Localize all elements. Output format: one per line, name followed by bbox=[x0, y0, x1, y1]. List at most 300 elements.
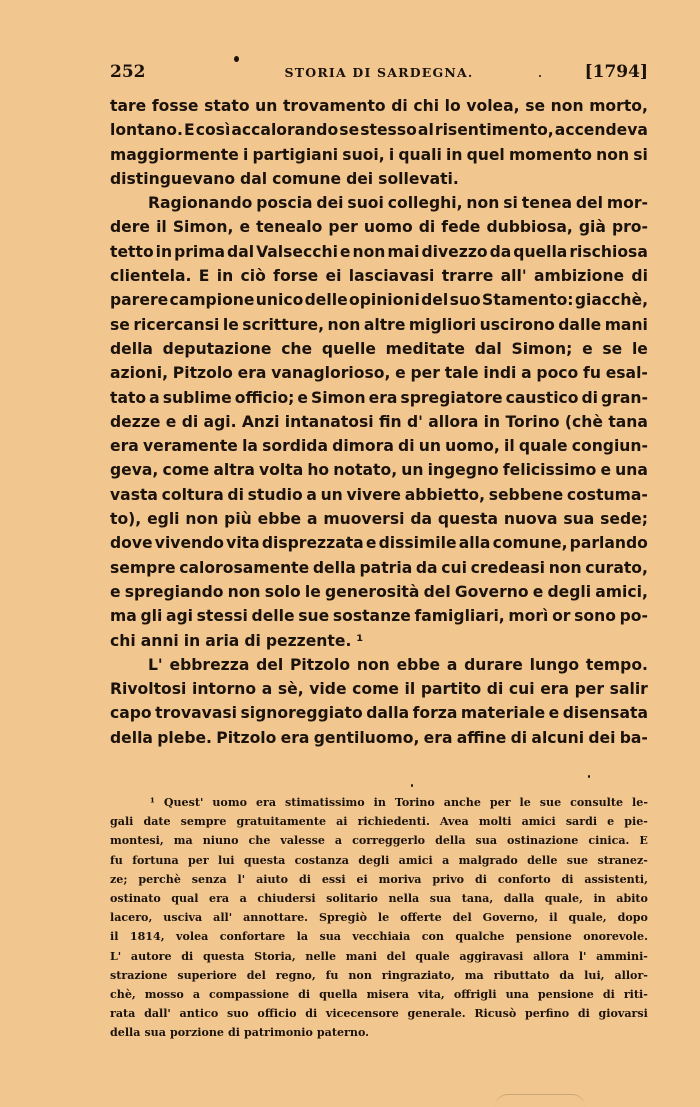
word: stesso bbox=[360, 121, 417, 140]
word: conforto bbox=[497, 872, 551, 886]
word: pezzente. bbox=[265, 631, 352, 650]
word: allora bbox=[428, 412, 479, 431]
word: Rivoltosi bbox=[110, 680, 187, 699]
word: e bbox=[395, 364, 406, 383]
word: vasta bbox=[110, 485, 158, 504]
word: forse bbox=[273, 267, 319, 286]
footnote bbox=[110, 793, 648, 1042]
word: correggerlo bbox=[352, 834, 426, 848]
word: da bbox=[559, 968, 575, 982]
word: a bbox=[306, 485, 317, 504]
word: fu bbox=[110, 853, 123, 867]
word: della bbox=[110, 339, 153, 358]
word: generosità bbox=[324, 582, 420, 601]
word: stessi bbox=[196, 607, 248, 626]
word: e bbox=[532, 582, 544, 601]
word: spregiando bbox=[124, 582, 224, 601]
word: officio bbox=[257, 1007, 297, 1021]
word: trarre bbox=[441, 267, 494, 286]
word: di bbox=[305, 1007, 318, 1021]
word: Simon bbox=[310, 388, 366, 407]
word: tare bbox=[110, 97, 147, 115]
word: (chè bbox=[564, 412, 603, 431]
word: maggiormente bbox=[110, 145, 239, 164]
body-line bbox=[110, 434, 648, 458]
body-line bbox=[110, 167, 648, 191]
word: del bbox=[246, 968, 266, 982]
word: e bbox=[239, 218, 251, 237]
word: amici, bbox=[595, 582, 648, 601]
word: quella bbox=[513, 242, 568, 261]
word: si bbox=[503, 194, 518, 213]
word: vecchiaia bbox=[352, 930, 411, 944]
word: che bbox=[248, 834, 271, 848]
word: ebbe bbox=[396, 655, 441, 674]
word: del bbox=[423, 582, 451, 601]
word: partigiani bbox=[252, 145, 339, 164]
word: ¹ bbox=[150, 796, 155, 809]
word: il bbox=[503, 437, 515, 456]
word: che bbox=[281, 339, 313, 358]
word: famigliari, bbox=[414, 607, 505, 626]
word: Pitzolo bbox=[290, 655, 351, 674]
word: usciva bbox=[163, 911, 203, 925]
word: di bbox=[244, 631, 261, 650]
footnote-line bbox=[110, 793, 648, 812]
word: cui bbox=[441, 558, 467, 577]
footnote-line bbox=[110, 831, 648, 850]
word: come bbox=[162, 461, 210, 480]
word: dubbiosa, bbox=[486, 218, 573, 237]
word: uomo bbox=[212, 796, 247, 809]
word: unico bbox=[255, 291, 304, 310]
word: di bbox=[602, 987, 615, 1001]
word: capo bbox=[110, 704, 152, 723]
word: a bbox=[521, 364, 532, 383]
word: sublime bbox=[162, 388, 232, 407]
word: degli bbox=[358, 853, 390, 867]
word: intanatosi bbox=[284, 412, 374, 431]
word: se bbox=[602, 339, 623, 358]
word: pro- bbox=[611, 218, 648, 237]
word: quale, bbox=[544, 891, 583, 905]
word: di bbox=[577, 1007, 590, 1021]
word: vide bbox=[309, 680, 347, 699]
body-line bbox=[110, 240, 648, 264]
page-number: 252 bbox=[110, 62, 146, 82]
word: generale. bbox=[407, 1007, 466, 1021]
word: vivendo bbox=[154, 534, 225, 553]
word: curato, bbox=[585, 558, 648, 577]
word: Simon; bbox=[511, 339, 573, 358]
word: a bbox=[239, 891, 247, 905]
word: paterno. bbox=[316, 1026, 370, 1040]
word: dei bbox=[316, 194, 344, 213]
word: già bbox=[578, 218, 606, 237]
word: parlando bbox=[569, 534, 648, 553]
word: agi. bbox=[203, 412, 237, 431]
word: antico bbox=[179, 1007, 219, 1021]
word: all' bbox=[213, 911, 233, 925]
word: risentimento, bbox=[434, 121, 554, 140]
word: non bbox=[348, 968, 372, 982]
word: ei bbox=[325, 267, 342, 286]
word: aiuto bbox=[256, 872, 289, 886]
word: se bbox=[339, 121, 360, 140]
word: e bbox=[548, 704, 560, 723]
word: confortare bbox=[219, 930, 286, 944]
word: da bbox=[410, 510, 433, 529]
word: muoversi bbox=[323, 510, 405, 529]
word: parere bbox=[110, 291, 169, 310]
word: Torino bbox=[394, 796, 435, 809]
footnote-line bbox=[110, 966, 648, 985]
word: dove bbox=[110, 534, 153, 553]
word: non bbox=[548, 558, 582, 577]
word: le- bbox=[632, 796, 648, 809]
word: un bbox=[401, 461, 424, 480]
word: al bbox=[417, 121, 434, 140]
word: altra bbox=[213, 461, 255, 480]
footnote-line bbox=[110, 985, 648, 1004]
body-line bbox=[110, 726, 648, 750]
word: malgrado bbox=[458, 853, 518, 867]
word: e bbox=[297, 388, 308, 407]
word: valesse bbox=[280, 834, 325, 848]
word: per bbox=[188, 853, 209, 867]
word: E bbox=[198, 267, 210, 286]
word: riti- bbox=[623, 987, 648, 1001]
word: lacero, bbox=[110, 911, 153, 925]
word: non bbox=[356, 655, 390, 674]
word: ciò bbox=[240, 267, 266, 286]
word: per bbox=[489, 796, 511, 809]
word: in bbox=[155, 242, 173, 261]
word: del bbox=[256, 655, 284, 674]
word: solitario bbox=[326, 891, 378, 905]
word: era bbox=[237, 364, 267, 383]
word: sono bbox=[574, 607, 616, 626]
word: dal bbox=[474, 339, 502, 358]
word: tana bbox=[608, 412, 648, 431]
word: quale bbox=[518, 437, 568, 456]
word: stato bbox=[204, 97, 250, 115]
body-line bbox=[110, 361, 648, 385]
word: indi bbox=[483, 364, 517, 383]
word: sordida bbox=[262, 437, 328, 456]
body-line bbox=[110, 264, 648, 288]
word: le bbox=[631, 339, 648, 358]
word: vivere bbox=[346, 485, 401, 504]
word: sè, bbox=[277, 680, 304, 699]
word: uomo bbox=[363, 218, 413, 237]
word: fin bbox=[378, 412, 402, 431]
word: anche bbox=[443, 796, 481, 809]
word: privo bbox=[432, 872, 465, 886]
word: allor- bbox=[614, 968, 648, 982]
word: 1814, bbox=[129, 930, 165, 944]
word: Torino bbox=[505, 412, 560, 431]
word: più bbox=[224, 510, 252, 529]
word: tale bbox=[444, 364, 479, 383]
word: non bbox=[466, 194, 500, 213]
word: morto, bbox=[589, 97, 648, 115]
word: amici bbox=[521, 815, 556, 829]
word: ho bbox=[307, 461, 330, 480]
word: sede; bbox=[600, 510, 648, 529]
word: costanza bbox=[294, 853, 349, 867]
word: gali bbox=[110, 815, 134, 829]
word: ei bbox=[356, 872, 368, 886]
word: sempre bbox=[180, 815, 227, 829]
word: sue bbox=[539, 796, 562, 809]
word: ricercansi bbox=[133, 315, 220, 334]
word: ringraziato, bbox=[381, 968, 455, 982]
word: gratuitamente bbox=[236, 815, 327, 829]
word: signoreggiato bbox=[240, 704, 363, 723]
word: campione bbox=[169, 291, 255, 310]
word: caustico bbox=[505, 388, 579, 407]
word: migliori bbox=[408, 315, 477, 334]
word: sua bbox=[319, 930, 341, 944]
word: momento bbox=[508, 145, 592, 164]
word: volea bbox=[176, 930, 209, 944]
word: sua bbox=[429, 891, 452, 905]
word: vanaglorioso, bbox=[271, 364, 391, 383]
word: Avea bbox=[439, 815, 469, 829]
word: stranez- bbox=[597, 853, 648, 867]
word: sua bbox=[144, 1026, 166, 1040]
word: agi bbox=[165, 607, 193, 626]
word: per bbox=[574, 680, 605, 699]
word: con bbox=[421, 930, 444, 944]
word: Pitzolo bbox=[216, 728, 277, 747]
body-line bbox=[110, 556, 648, 580]
body-line bbox=[110, 483, 648, 507]
word: assistenti, bbox=[584, 872, 648, 886]
word: dei bbox=[588, 728, 616, 747]
word: disensata bbox=[562, 704, 648, 723]
word: i bbox=[388, 145, 395, 164]
word: patrimonio bbox=[243, 1026, 313, 1040]
word: sue bbox=[298, 607, 330, 626]
word: Ricusò bbox=[474, 1007, 517, 1021]
word: vita bbox=[226, 534, 260, 553]
word: una bbox=[615, 461, 648, 480]
word: senza bbox=[191, 872, 227, 886]
word: le bbox=[304, 582, 321, 601]
word: ze; bbox=[110, 872, 128, 886]
word: di bbox=[581, 388, 599, 407]
word: colleghi, bbox=[387, 194, 463, 213]
footnote-line bbox=[110, 870, 648, 889]
word: credeasi bbox=[470, 558, 546, 577]
word: poco bbox=[536, 364, 579, 383]
word: chè, bbox=[110, 987, 136, 1001]
word: delle bbox=[527, 853, 558, 867]
word: era bbox=[209, 891, 230, 905]
word: accalorando bbox=[231, 121, 339, 140]
word: aggiravasi bbox=[459, 949, 524, 963]
word: suo bbox=[227, 1007, 249, 1021]
word: dei bbox=[346, 169, 374, 188]
word: lui bbox=[218, 853, 235, 867]
word: uomo, bbox=[445, 437, 500, 456]
word: vita, bbox=[417, 987, 445, 1001]
body-line bbox=[110, 94, 648, 118]
word: notato, bbox=[333, 461, 398, 480]
word: del bbox=[575, 194, 603, 213]
word: e bbox=[582, 339, 593, 358]
word: abito bbox=[616, 891, 648, 905]
word: in bbox=[216, 267, 234, 286]
word: distinguevano bbox=[110, 169, 236, 188]
word: perfino bbox=[524, 1007, 570, 1021]
word: rischiosa bbox=[569, 242, 648, 261]
word: patria bbox=[359, 558, 413, 577]
word: dal bbox=[240, 169, 268, 188]
word: morì bbox=[508, 607, 549, 626]
word: offerte bbox=[400, 911, 442, 925]
word: non bbox=[185, 510, 219, 529]
word: ostinazione bbox=[507, 834, 579, 848]
word: a bbox=[192, 987, 201, 1001]
word: abbietto, bbox=[404, 485, 486, 504]
word: mor- bbox=[606, 194, 648, 213]
word: essi bbox=[321, 872, 346, 886]
word: montesi, bbox=[110, 834, 164, 848]
word: Spregiò bbox=[318, 911, 367, 925]
body-line bbox=[110, 701, 648, 725]
word: questa bbox=[437, 510, 498, 529]
word: Anzi bbox=[241, 412, 280, 431]
word: le bbox=[519, 796, 531, 809]
word: volea, bbox=[466, 97, 520, 115]
word: consulte bbox=[570, 796, 624, 809]
word: ai bbox=[336, 815, 348, 829]
word: non bbox=[227, 582, 261, 601]
word: cinica. bbox=[588, 834, 630, 848]
word: salir bbox=[609, 680, 648, 699]
word: date bbox=[143, 815, 171, 829]
word: di bbox=[418, 218, 436, 237]
word: Valsecchi bbox=[256, 242, 338, 261]
word: delle bbox=[304, 291, 348, 310]
word: clientela. bbox=[110, 267, 192, 286]
word: nelle bbox=[305, 949, 337, 963]
word: autore bbox=[130, 949, 172, 963]
footnote-line bbox=[110, 908, 648, 927]
page-header bbox=[110, 62, 648, 84]
word: una bbox=[505, 987, 529, 1001]
word: uscirono bbox=[479, 315, 555, 334]
word: di bbox=[298, 872, 311, 886]
word: ammini- bbox=[596, 949, 648, 963]
word: non bbox=[550, 97, 584, 115]
word: sebbene bbox=[488, 485, 564, 504]
body-line bbox=[110, 629, 648, 653]
word: rata bbox=[110, 1007, 136, 1021]
word: intorno bbox=[191, 680, 257, 699]
body-line bbox=[110, 288, 648, 312]
word: cui bbox=[508, 680, 535, 699]
year-marker: [1794] bbox=[584, 62, 648, 82]
word: superiore bbox=[177, 968, 237, 982]
word: e bbox=[607, 815, 615, 829]
word: e bbox=[110, 582, 121, 601]
word: volta bbox=[259, 461, 304, 480]
word: era bbox=[280, 728, 310, 747]
footnote-line bbox=[110, 947, 648, 966]
word: compassione bbox=[209, 987, 290, 1001]
word: se bbox=[110, 315, 130, 334]
word: chi bbox=[110, 631, 136, 650]
word: moriva bbox=[378, 872, 422, 886]
word: dezze bbox=[110, 412, 161, 431]
word: non bbox=[596, 145, 630, 164]
word: poscia bbox=[256, 194, 313, 213]
word: in bbox=[373, 796, 386, 809]
word: Storia, bbox=[254, 949, 296, 963]
word: se bbox=[525, 97, 546, 115]
body-line bbox=[110, 118, 648, 142]
word: questa bbox=[202, 949, 245, 963]
word: richiedenti. bbox=[357, 815, 430, 829]
body-line bbox=[110, 410, 648, 434]
word: della bbox=[312, 558, 356, 577]
body-line bbox=[110, 580, 648, 604]
footnote-line bbox=[110, 1004, 648, 1023]
body-line bbox=[110, 677, 648, 701]
word: vicecensore bbox=[325, 1007, 399, 1021]
word: geva, bbox=[110, 461, 159, 480]
word: Quest' bbox=[163, 796, 204, 809]
word: perchè bbox=[138, 872, 181, 886]
word: sostanze bbox=[332, 607, 411, 626]
word: era bbox=[540, 680, 570, 699]
word: costuma- bbox=[566, 485, 648, 504]
word: aria bbox=[205, 631, 240, 650]
word: E bbox=[639, 834, 648, 848]
word: esal- bbox=[605, 364, 648, 383]
word: lasciavasi bbox=[348, 267, 435, 286]
word: forza bbox=[412, 704, 458, 723]
word: gli bbox=[140, 607, 163, 626]
word: non bbox=[327, 315, 361, 334]
word: Stamento: bbox=[482, 291, 574, 310]
word: della bbox=[110, 1026, 141, 1040]
word: si bbox=[633, 145, 648, 164]
word: lo bbox=[444, 97, 461, 115]
word: suo bbox=[449, 291, 481, 310]
word: a bbox=[442, 853, 450, 867]
word: disprezzata bbox=[261, 534, 364, 553]
word: ebbe bbox=[257, 510, 302, 529]
word: il bbox=[549, 911, 558, 925]
word: alla bbox=[458, 534, 491, 553]
word: un bbox=[255, 97, 278, 115]
word: regno, bbox=[275, 968, 316, 982]
word: offrigli bbox=[453, 987, 497, 1001]
word: congiun- bbox=[571, 437, 648, 456]
word: sollevati. bbox=[378, 169, 459, 188]
word: e bbox=[365, 534, 377, 553]
footnote-line bbox=[110, 889, 648, 908]
scan-edge-mark bbox=[495, 1094, 585, 1107]
word: ma bbox=[464, 968, 484, 982]
word: dalla bbox=[503, 891, 535, 905]
word: quelle bbox=[321, 339, 376, 358]
